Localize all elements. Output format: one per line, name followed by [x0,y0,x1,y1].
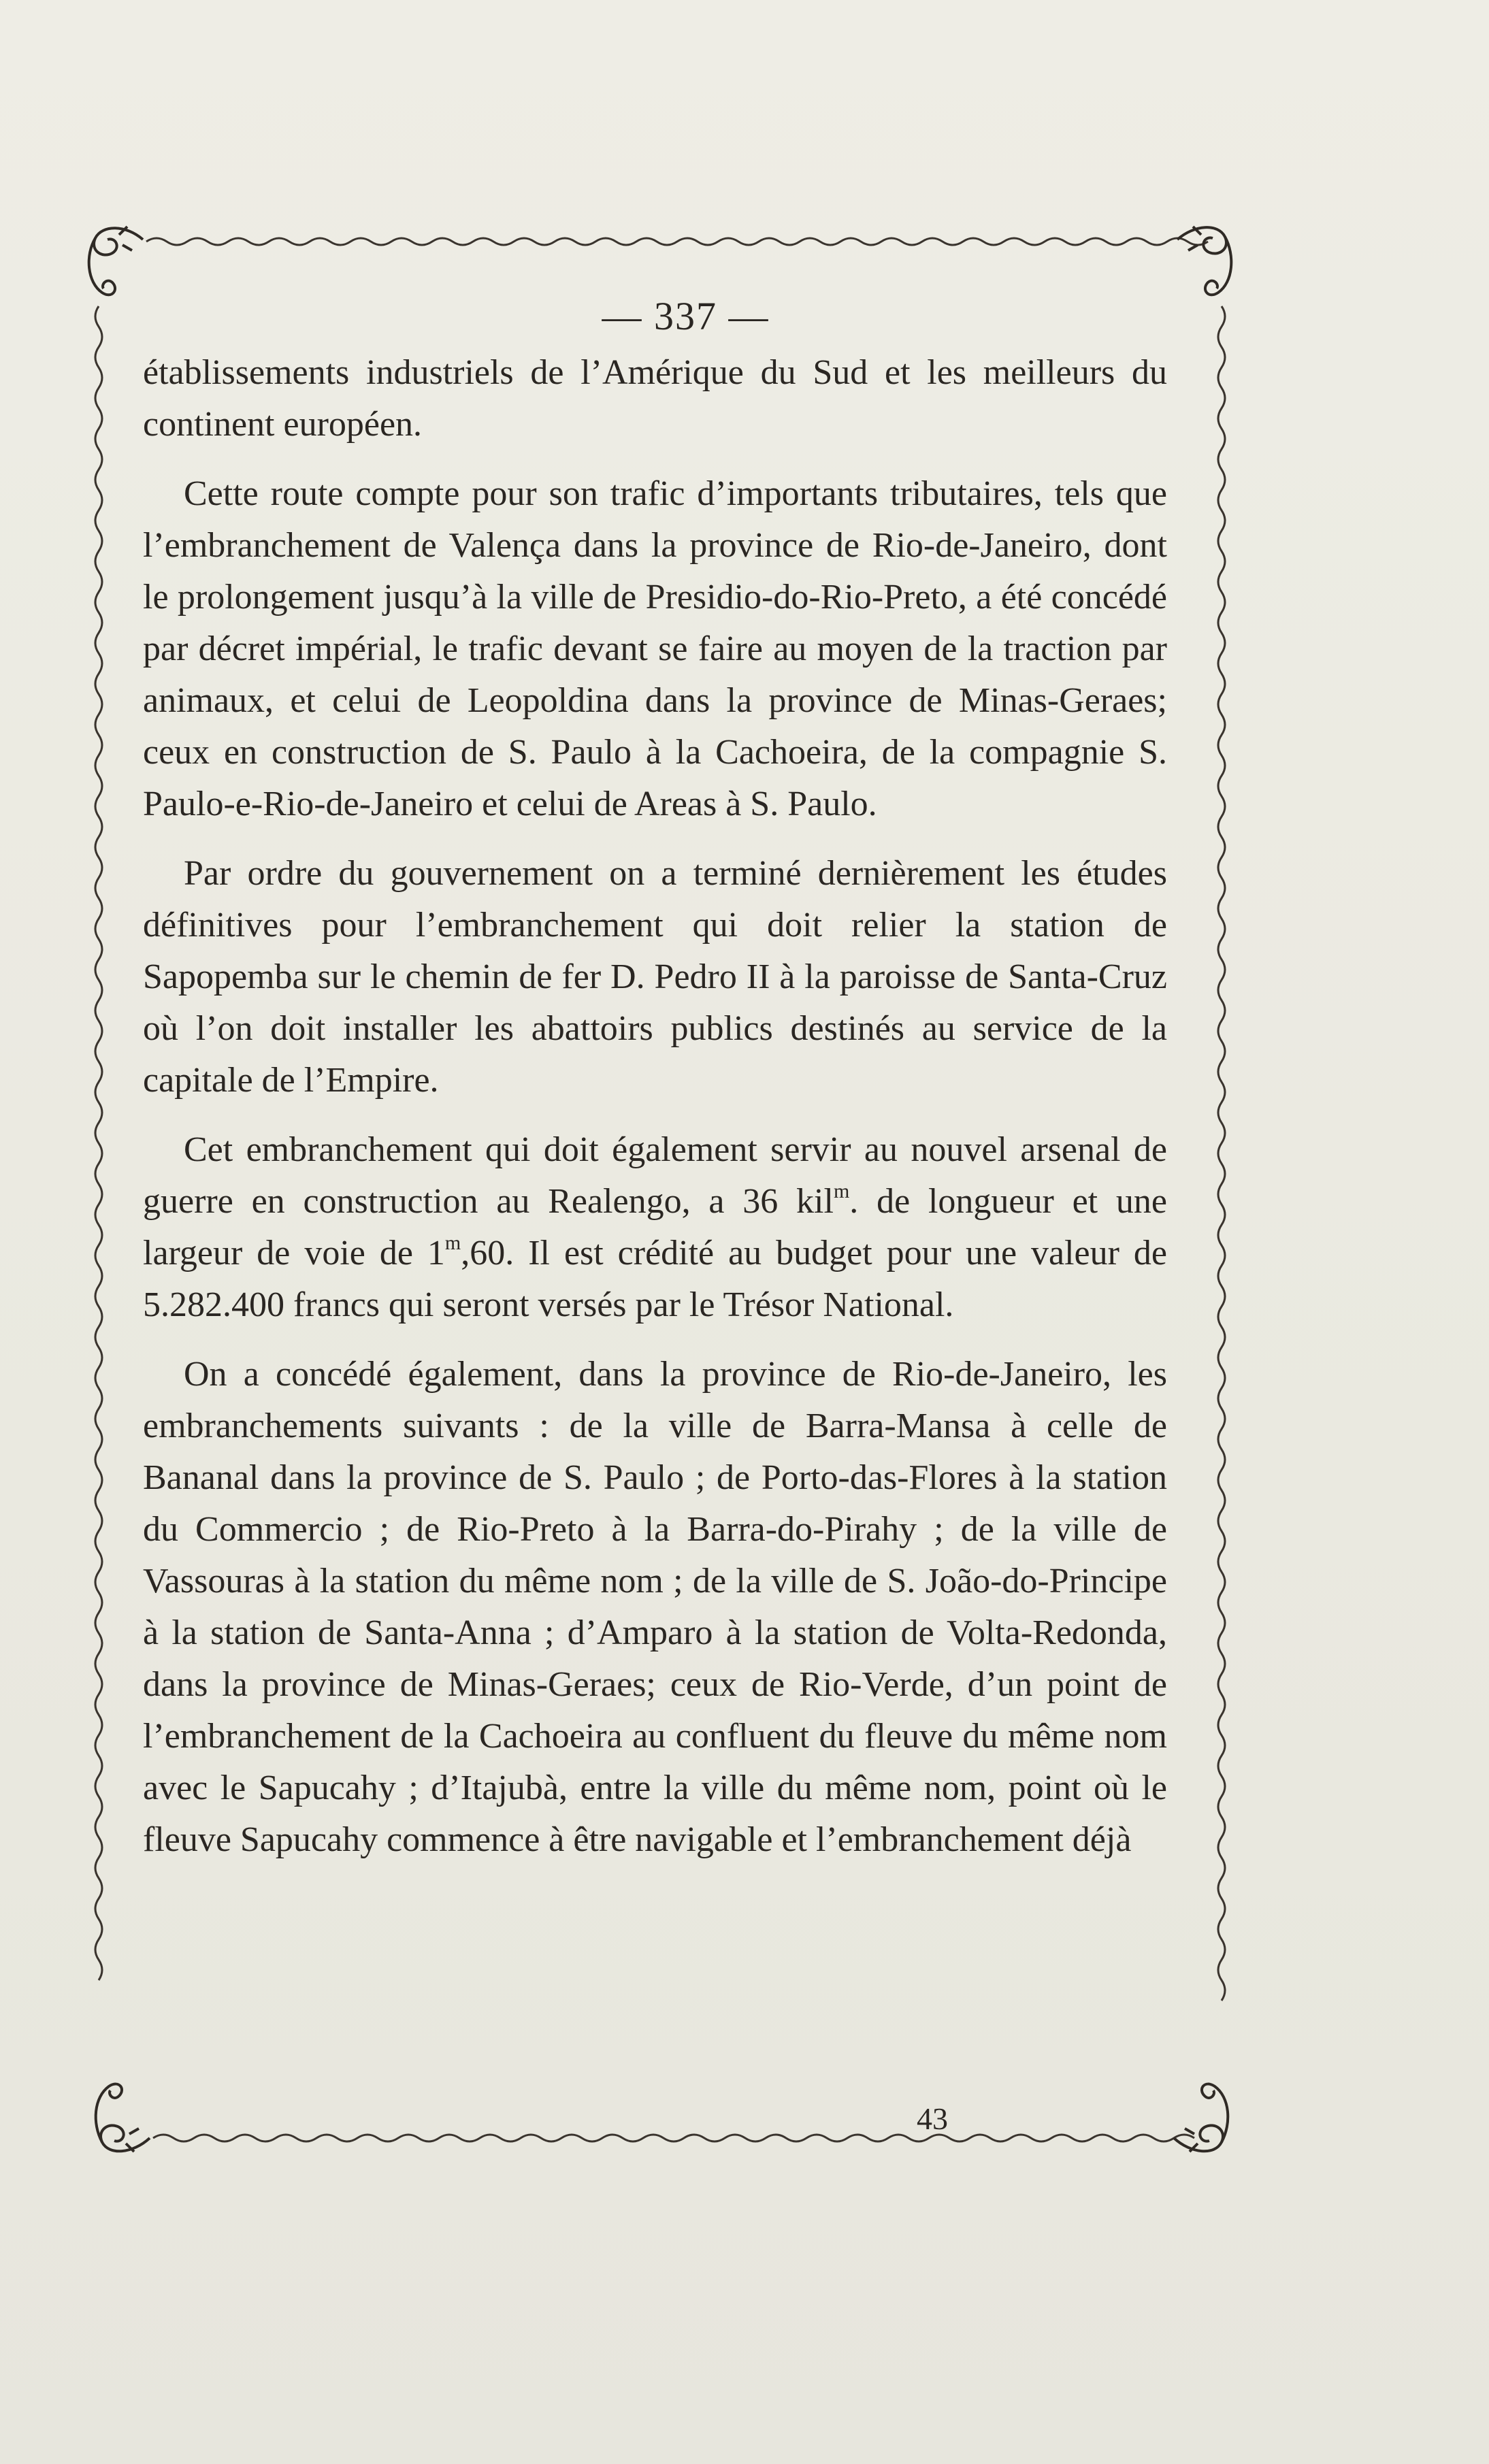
corner-ornament-bottom-right [1174,2084,1228,2152]
corner-ornament-bottom-left [96,2084,150,2152]
left-wavy-rule [95,306,102,1980]
paragraph: établissements industriels de l’Amérique du Sud et les meilleurs du continent européen. [143,353,1167,444]
paragraph: On a concédé également, dans la province de Rio-de-Janeiro, les embranchements suivants : de la ville de Barra-Mansa à celle de Bananal dans la province de S. Paulo ; de Porto-das-Flores à la station du Commercio ; de Rio-Preto à la Barra-do-Pirahy ; de la ville de Vassouras à la station du même nom ; de la ville de S. João-do-Principe à la station de Santa-Anna ; d’Amparo à la station de Volta-Redonda, dans la province de Minas-Geraes; ceux de Rio-Verde, d’un point de l’embranchement de la Cachoeira au confluent du fleuve du même nom avec le Sapucahy ; d’Itajubà, entre la ville du même nom, point où le fleuve Sapucahy commence à être navigable et l’embranchement déjà [143,1355,1167,1859]
paragraph: Cette route compte pour son trafic d’importants tributaires, tels que l’embranchement de Valença dans la province de Rio-de-Janeiro, dont le prolongement jusqu’à la ville de Presidio-do-Rio-Preto, a été concédé par décret impérial, le trafic devant se faire au moyen de la traction par animaux, et celui de Leopoldina dans la province de Minas-Geraes; ceux en construction de S. Paulo à la Cachoeira, de la compagnie S. Paulo-e-Rio-de-Janeiro et celui de Areas à S. Paulo. [143,474,1167,823]
page-number-header: — 337 — [602,294,770,338]
right-wavy-rule [1218,306,1225,2001]
paragraph-text: . de longueur et une largeur de voie de 1 [143,1182,1167,1272]
text-block [143,286,1167,1884]
top-wavy-rule [146,238,1208,245]
unit-superscript: m [833,1180,850,1202]
signature-mark: 43 [917,2101,948,2136]
paragraph: Par ordre du gouvernement on a terminé dernièrement les études définitives pour l’embranchement qui doit relier la station de Sapopemba sur le chemin de fer D. Pedro II à la paroisse de Santa-Cruz où l’on doit installer les abattoirs publics destinés au service de la capitale de l’Empire. [143,854,1167,1100]
paragraph [143,1124,1167,1331]
paragraph-text: Cet embranchement qui doit également servir au nouvel arsenal de guerre en construction au Realengo, a 36 kil [143,1130,1167,1221]
bottom-wavy-rule [153,2135,1194,2141]
unit-superscript: m [444,1232,461,1254]
corner-ornament-top-right [1177,227,1231,295]
corner-ornament-top-left [89,227,143,295]
paragraph-text: ,60. Il est crédité au budget pour une valeur de 5.282.400 francs qui seront versés par le Trésor National. [143,1234,1167,1324]
